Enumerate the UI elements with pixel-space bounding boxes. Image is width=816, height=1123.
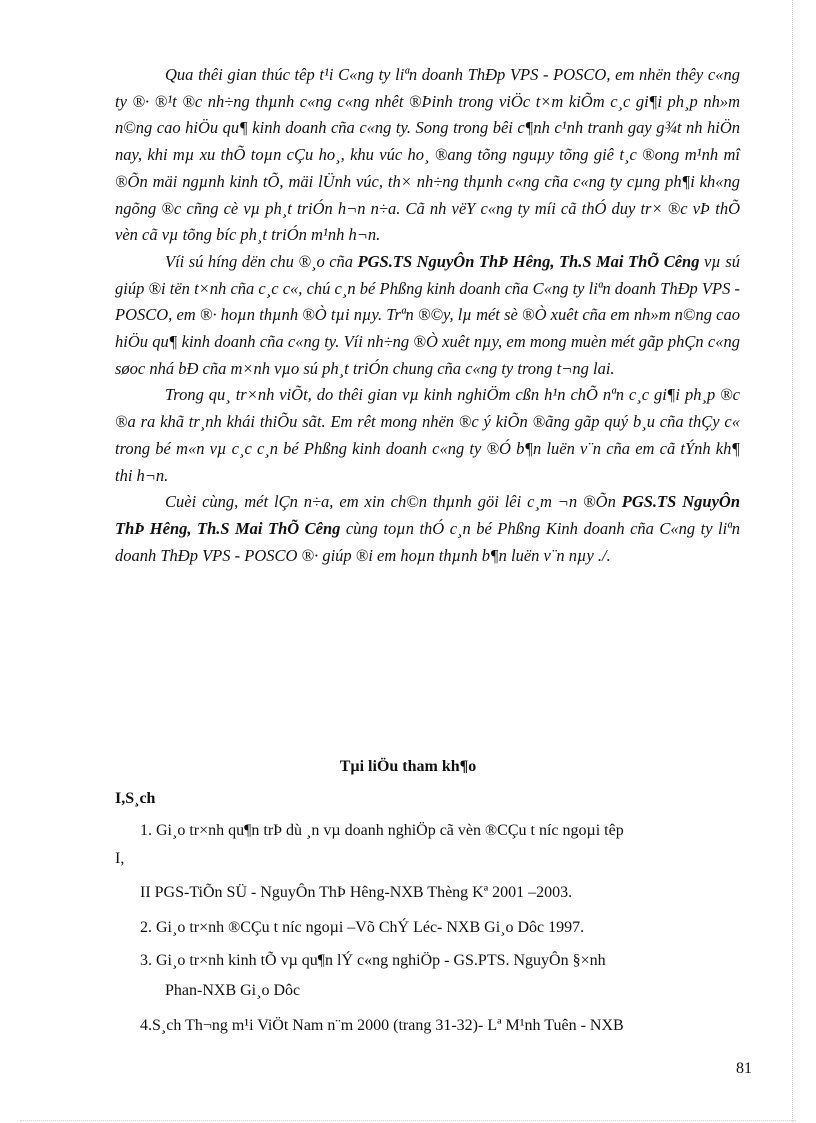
reference-item: 1. Gi¸o tr×nh qu¶n trÞ dù ¸n vµ doanh nghiÖp cã vèn ®CÇu t níc ngoµi têp xyxy=(140,822,624,839)
references-section-heading: I,S¸ch xyxy=(115,790,156,807)
references-title: Tµi liÖu tham kh¶o xyxy=(339,758,477,775)
reference-item: II PGS-TiÕn SÜ - NguyÔn ThÞ Hêng-NXB Thèng Kª 2001 –2003. xyxy=(140,884,573,901)
paragraph-3: Trong qu¸ tr×nh viÕt, do thêi gian vµ kinh nghiÖm cßn h¹n chÕ nªn c¸c gi¶i ph¸p ®c ®a ra khã tr¸nh khái thiÕu sãt. Em rêt mong nhën ®c ý kiÕn ®ãng gãp quý b¸u cña thÇy c« trong bé m«n vµ c¸c c¸n bé Phßng kinh doanh c«ng ty ®Ó b¶n luën v¨n cña em cã tÝnh kh¶ thi h¬n. xyxy=(115,385,740,485)
bottom-divider xyxy=(20,1120,796,1121)
reference-item: 4.S¸ch Th¬ng m¹i ViÖt Nam n¨m 2000 (trang 31-32)- Lª M¹nh Tuên - NXB xyxy=(140,1017,624,1034)
page-number: 81 xyxy=(736,1060,752,1077)
advisor-names: PGS.TS NguyÔn ThÞ Hêng, Th.S Mai ThÕ Cêng xyxy=(115,492,741,538)
advisor-names: PGS.TS NguyÔn ThÞ Hêng, Th.S Mai ThÕ Cêng xyxy=(357,251,700,271)
reference-item: Phan-NXB Gi¸o Dôc xyxy=(165,982,301,999)
reference-item: 3. Gi¸o tr×nh kinh tÕ vµ qu¶n lÝ c«ng nghiÖp - GS.PTS. NguyÔn §×nh xyxy=(140,952,606,969)
paragraph-1: Qua thêi gian thúc têp t¹i C«ng ty liªn doanh ThÐp VPS - POSCO, em nhën thêy c«ng ty ®· ®¹t ®c nh÷ng thµnh c«ng c«ng nhêt ®Þinh trong viÖc t×m kiÕm c¸c gi¶i ph¸p nh»m n©ng cao hiÖu qu¶ kinh doanh cña c«ng ty. Song trong bêi c¶nh c¹nh tranh gay g¾t nh hiÖn nay, khi mµ xu thÕ toµn cÇu ho¸, khu vúc ho¸ ®ang tõng nguµy tõng giê t¸c ®ong m¹nh mî ®Õn mäi ngµnh kinh tÕ, mäi lÜnh vúc, th× nh÷ng thµnh c«ng cña c«ng ty cµng ph¶i kh«ng ngõng ®c cñng cè vµ ph¸t triÓn h¬n n÷a. Cã nh vëY c«ng ty míi cã thÓ duy tr× ®c vÞ thÕ vèn cã vµ tõng bíc ph¸t triÓn m¹nh h¬n. xyxy=(115,65,740,245)
reference-item: 2. Gi¸o tr×nh ®CÇu t níc ngoµi –Võ ChÝ Léc- NXB Gi¸o Dôc 1997. xyxy=(140,919,585,936)
paragraph-2: Víi sú híng dën chu ®¸o cña PGS.TS NguyÔn ThÞ Hêng, Th.S Mai ThÕ Cêng vµ sú giúp ®i tën t×nh cña c¸c c«, chú c¸n bé Phßng kinh doanh cña C«ng ty liªn doanh ThÐp VPS - POSCO, em ®· hoµn thµnh ®Ò tµi nµy. Trªn ®©y, lµ mét sè ®Ò xuêt cña em nh»m n©ng cao hiÖu qu¶ kinh doanh cña c«ng ty. Víi nh÷ng ®Ò xuêt nµy, em mong muèn mét gãp phÇn c«ng søoc nhá bÐ cña m×nh vµo sú ph¸t triÓn chung cña c«ng ty trong t¬ng lai. xyxy=(115,251,740,378)
reference-item: I, xyxy=(115,850,125,867)
body-text xyxy=(115,62,740,569)
paragraph-4: Cuèi cùng, mét lÇn n÷a, em xin ch©n thµnh göi lêi c¸m ¬n ®Õn PGS.TS NguyÔn ThÞ Hêng, Th.S Mai ThÕ Cêng cùng toµn thÓ c¸n bé Phßng Kinh doanh cña C«ng ty liªn doanh ThÐp VPS - POSCO ®· giúp ®i em hoµn thµnh b¶n luën v¨n nµy ./. xyxy=(115,492,741,565)
right-divider xyxy=(792,0,793,1123)
